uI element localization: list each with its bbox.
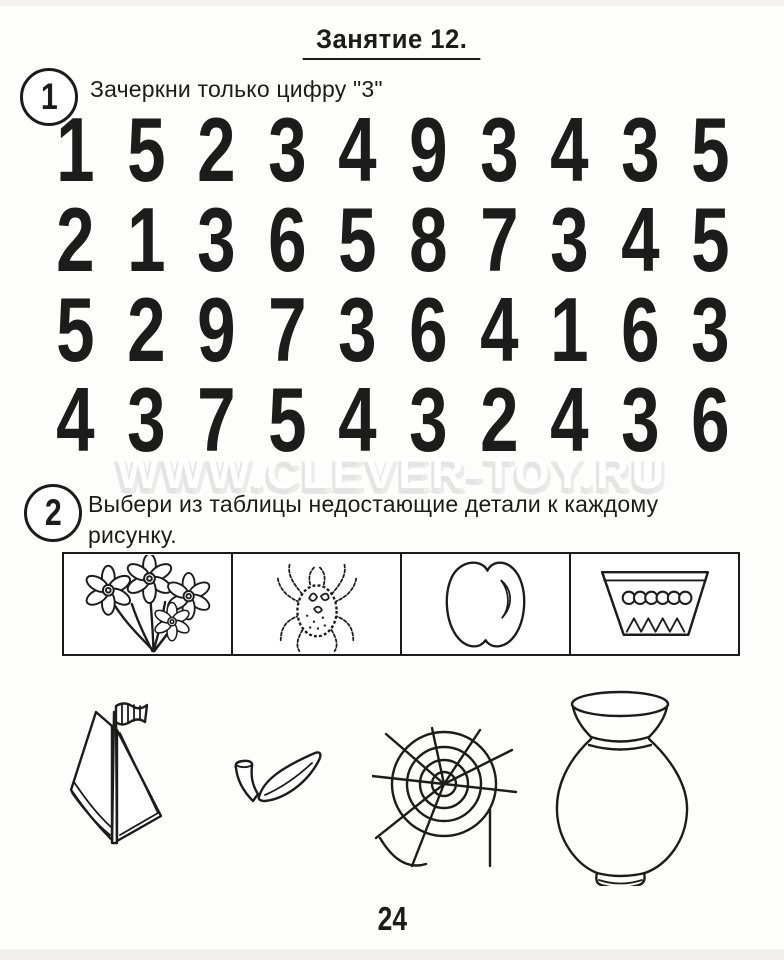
digit-row bbox=[40, 190, 746, 291]
page-title: Занятие 12. bbox=[0, 24, 784, 60]
digit-cell[interactable]: 5 bbox=[56, 280, 95, 381]
digit-cell[interactable]: 3 bbox=[550, 190, 589, 291]
digit-cell[interactable]: 2 bbox=[56, 190, 95, 291]
digit-cell[interactable]: 5 bbox=[691, 100, 730, 201]
digit-cell[interactable]: 3 bbox=[126, 370, 166, 471]
digit-cell[interactable]: 1 bbox=[56, 100, 95, 201]
digit-cell[interactable]: 3 bbox=[620, 100, 660, 201]
digit-row bbox=[40, 280, 746, 381]
choice-table bbox=[62, 552, 740, 656]
digit-cell[interactable]: 8 bbox=[409, 190, 448, 291]
digit-cell[interactable]: 4 bbox=[550, 100, 589, 201]
choice-cell-daffodils[interactable] bbox=[64, 554, 233, 654]
page-bottom-edge bbox=[0, 949, 784, 960]
digit-cell[interactable]: 9 bbox=[409, 100, 448, 201]
page-top-edge bbox=[0, 0, 784, 6]
digit-cell[interactable]: 3 bbox=[338, 280, 377, 381]
digit-cell[interactable]: 6 bbox=[691, 370, 730, 471]
digit-cell[interactable]: 4 bbox=[479, 280, 519, 381]
vase-icon bbox=[551, 686, 693, 886]
digit-cell[interactable]: 4 bbox=[338, 100, 377, 201]
digit-cell[interactable]: 3 bbox=[479, 100, 519, 201]
digit-cell[interactable]: 6 bbox=[267, 190, 307, 291]
digit-cell[interactable]: 4 bbox=[620, 190, 660, 291]
basket-icon bbox=[596, 565, 714, 643]
task1-instruction: Зачеркни только цифру "3" bbox=[90, 76, 383, 102]
stem-leaf-icon bbox=[228, 744, 323, 812]
digit-cell[interactable]: 7 bbox=[267, 280, 307, 381]
digit-cell[interactable]: 5 bbox=[338, 190, 377, 291]
daffodil-bouquet-icon bbox=[67, 555, 229, 653]
digit-cell[interactable]: 5 bbox=[691, 190, 730, 291]
page-number: 24 bbox=[377, 900, 407, 937]
task2-instruction: Выбери из таблицы недостающие детали к каждому рисунку. bbox=[88, 491, 659, 548]
digit-cell[interactable]: 7 bbox=[479, 190, 519, 291]
sailboat-icon bbox=[64, 700, 169, 850]
digit-cell[interactable]: 1 bbox=[126, 190, 166, 291]
spider-icon bbox=[271, 555, 363, 653]
task2-number-badge: 2 bbox=[24, 484, 82, 542]
digit-grid bbox=[40, 100, 746, 471]
digit-cell[interactable]: 4 bbox=[56, 370, 95, 471]
choice-cell-apple[interactable] bbox=[402, 554, 571, 654]
digit-cell[interactable]: 6 bbox=[620, 280, 660, 381]
digit-cell[interactable]: 2 bbox=[126, 280, 166, 381]
digit-cell[interactable]: 3 bbox=[197, 190, 236, 291]
digit-cell[interactable]: 1 bbox=[550, 280, 589, 381]
apple-icon bbox=[438, 555, 534, 653]
digit-cell[interactable]: 9 bbox=[197, 280, 236, 381]
choice-cell-spider[interactable] bbox=[233, 554, 402, 654]
digit-cell[interactable]: 6 bbox=[409, 280, 448, 381]
digit-cell[interactable]: 7 bbox=[197, 370, 236, 471]
digit-cell[interactable]: 2 bbox=[197, 100, 236, 201]
digit-cell[interactable]: 4 bbox=[338, 370, 377, 471]
choice-cell-basket[interactable] bbox=[571, 554, 738, 654]
digit-cell[interactable]: 2 bbox=[479, 370, 519, 471]
digit-cell[interactable]: 3 bbox=[267, 100, 307, 201]
digit-cell[interactable]: 5 bbox=[267, 370, 307, 471]
task1-number-badge: 1 bbox=[20, 68, 78, 126]
digit-row bbox=[40, 100, 746, 201]
watermark: WWW.CLEVER-TOY.RU bbox=[116, 447, 668, 498]
digit-cell[interactable]: 3 bbox=[409, 370, 448, 471]
digit-cell[interactable]: 4 bbox=[550, 370, 589, 471]
digit-cell[interactable]: 3 bbox=[691, 280, 730, 381]
digit-cell[interactable]: 5 bbox=[126, 100, 166, 201]
digit-cell[interactable]: 3 bbox=[620, 370, 660, 471]
spider-web-icon bbox=[372, 726, 522, 868]
